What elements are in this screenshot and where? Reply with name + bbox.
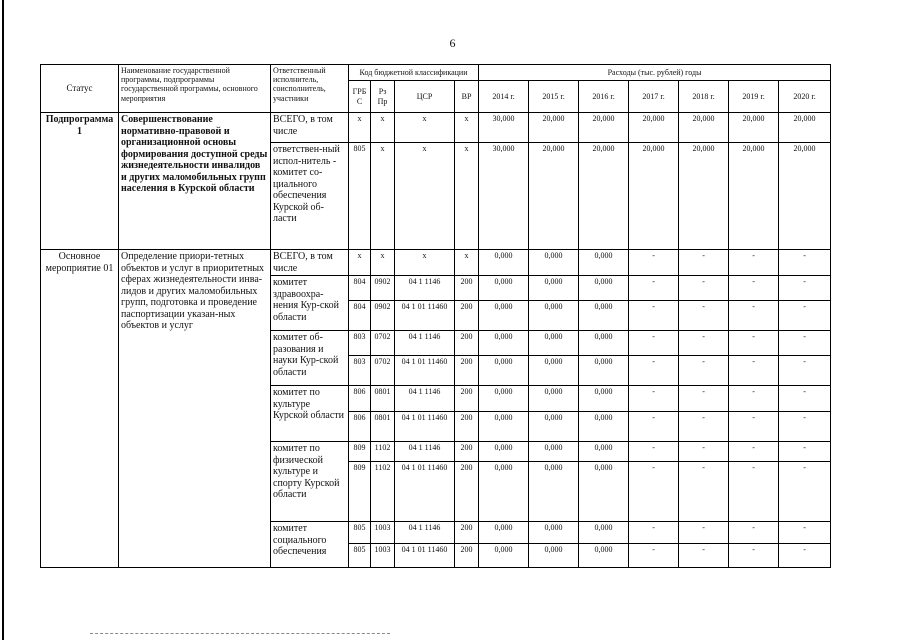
code-grbs-cell: 804	[349, 276, 371, 301]
code-vr-cell: 200	[455, 462, 479, 522]
code-grbs-cell: 809	[349, 462, 371, 522]
expense-value-cell: -	[729, 250, 779, 276]
expense-value-cell: 0,000	[579, 250, 629, 276]
expense-value-cell: 0,000	[479, 331, 529, 356]
expense-value-cell: 0,000	[479, 250, 529, 276]
expense-value-cell: 20,000	[729, 113, 779, 143]
expense-value-cell: -	[679, 462, 729, 522]
code-csr-cell: 04 1 1146	[395, 442, 455, 462]
expense-value-cell: 0,000	[479, 386, 529, 412]
code-vr-cell: 200	[455, 522, 479, 544]
header-year: 2016 г.	[579, 81, 629, 113]
header-year: 2017 г.	[629, 81, 679, 113]
expense-value-cell: -	[779, 522, 831, 544]
code-csr-cell: 04 1 1146	[395, 276, 455, 301]
expense-value-cell: -	[729, 331, 779, 356]
expense-value-cell: 0,000	[479, 462, 529, 522]
expense-value-cell: 20,000	[679, 113, 729, 143]
table-row	[41, 250, 831, 276]
expense-value-cell: -	[629, 301, 679, 331]
code-vr-cell: х	[455, 250, 479, 276]
header-grbs: ГРБ С	[349, 81, 371, 113]
code-csr-cell: 04 1 01 11460	[395, 544, 455, 568]
code-csr-cell: х	[395, 113, 455, 143]
expense-value-cell: -	[729, 301, 779, 331]
expense-value-cell: -	[729, 276, 779, 301]
code-grbs-cell: 806	[349, 412, 371, 442]
expense-value-cell: 0,000	[529, 250, 579, 276]
code-csr-cell: х	[395, 143, 455, 250]
expense-value-cell: 0,000	[529, 522, 579, 544]
budget-table	[40, 64, 831, 568]
code-rzpr-cell: 1003	[371, 544, 395, 568]
activity-name-cell: Определение приори-тетных объектов и услуг в приоритетных сферах жизнедеятельности инва-лидов и других маломобильных групп, подготовка и проведение паспортизации указан-ных объектов и услуг	[119, 250, 271, 568]
expense-value-cell: -	[629, 276, 679, 301]
expense-value-cell: 20,000	[679, 143, 729, 250]
expense-value-cell: 0,000	[479, 356, 529, 386]
expense-value-cell: 0,000	[579, 301, 629, 331]
expense-value-cell: -	[679, 356, 729, 386]
code-grbs-cell: 805	[349, 544, 371, 568]
code-vr-cell: 200	[455, 544, 479, 568]
code-grbs-cell: 806	[349, 386, 371, 412]
expense-value-cell: -	[679, 386, 729, 412]
expense-value-cell: 30,000	[479, 143, 529, 250]
expense-value-cell: 0,000	[529, 462, 579, 522]
header-year: 2014 г.	[479, 81, 529, 113]
responsible-cell: ВСЕГО, в том числе	[271, 113, 349, 143]
expense-value-cell: -	[729, 356, 779, 386]
expense-value-cell: -	[779, 544, 831, 568]
code-vr-cell: 200	[455, 301, 479, 331]
code-rzpr-cell: х	[371, 113, 395, 143]
expense-value-cell: 0,000	[579, 442, 629, 462]
expense-value-cell: 20,000	[529, 113, 579, 143]
expense-value-cell: -	[679, 276, 729, 301]
expense-value-cell: -	[729, 544, 779, 568]
expense-value-cell: -	[679, 522, 729, 544]
expense-value-cell: 20,000	[779, 143, 831, 250]
header-csr: ЦСР	[395, 81, 455, 113]
responsible-cell: комитет здравоохра-нения Кур-ской области	[271, 276, 349, 331]
code-grbs-cell: 805	[349, 143, 371, 250]
expense-value-cell: 20,000	[579, 113, 629, 143]
expense-value-cell: 0,000	[529, 442, 579, 462]
expense-value-cell: 0,000	[479, 276, 529, 301]
expense-value-cell: -	[729, 462, 779, 522]
expense-value-cell: 0,000	[529, 386, 579, 412]
expense-value-cell: 0,000	[529, 544, 579, 568]
expense-value-cell: -	[779, 386, 831, 412]
code-csr-cell: 04 1 01 11460	[395, 356, 455, 386]
expense-value-cell: -	[679, 301, 729, 331]
subprogram-status-cell: Подпрограмма 1	[41, 113, 119, 250]
code-rzpr-cell: х	[371, 250, 395, 276]
code-rzpr-cell: 0801	[371, 386, 395, 412]
table-row	[41, 113, 831, 143]
header-year: 2019 г.	[729, 81, 779, 113]
expense-value-cell: -	[629, 356, 679, 386]
expense-value-cell: 0,000	[479, 544, 529, 568]
header-year: 2020 г.	[779, 81, 831, 113]
activity-status-cell: Основное мероприятие 01	[41, 250, 119, 568]
code-rzpr-cell: 1102	[371, 442, 395, 462]
responsible-cell: ВСЕГО, в том числе	[271, 250, 349, 276]
header-status: Статус	[41, 65, 119, 113]
expense-value-cell: -	[779, 412, 831, 442]
code-csr-cell: 04 1 1146	[395, 386, 455, 412]
code-rzpr-cell: 1102	[371, 462, 395, 522]
expense-value-cell: -	[729, 412, 779, 442]
code-vr-cell: х	[455, 143, 479, 250]
expense-value-cell: 0,000	[529, 356, 579, 386]
expense-value-cell: 30,000	[479, 113, 529, 143]
expense-value-cell: -	[679, 331, 729, 356]
code-grbs-cell: 803	[349, 331, 371, 356]
header-expenses: Расходы (тыс. рублей) годы	[479, 65, 831, 81]
expense-value-cell: -	[729, 386, 779, 412]
expense-value-cell: -	[629, 462, 679, 522]
expense-value-cell: 0,000	[579, 331, 629, 356]
expense-value-cell: -	[629, 331, 679, 356]
expense-value-cell: 20,000	[629, 113, 679, 143]
header-responsible: Ответственный исполнитель, соисполнитель, участники	[271, 65, 349, 113]
responsible-cell: комитет социального обеспечения	[271, 522, 349, 568]
code-grbs-cell: 805	[349, 522, 371, 544]
expense-value-cell: -	[629, 544, 679, 568]
header-year: 2015 г.	[529, 81, 579, 113]
expense-value-cell: -	[629, 522, 679, 544]
expense-value-cell: -	[629, 442, 679, 462]
responsible-cell: комитет об-разования и науки Кур-ской области	[271, 331, 349, 386]
code-grbs-cell: 804	[349, 301, 371, 331]
expense-value-cell: 20,000	[529, 143, 579, 250]
expense-value-cell: 0,000	[529, 412, 579, 442]
expense-value-cell: -	[729, 442, 779, 462]
expense-value-cell: 0,000	[579, 522, 629, 544]
code-vr-cell: 200	[455, 276, 479, 301]
expense-value-cell: -	[779, 301, 831, 331]
expense-value-cell: 20,000	[779, 113, 831, 143]
expense-value-cell: -	[779, 250, 831, 276]
expense-value-cell: 20,000	[579, 143, 629, 250]
header-rzpr: Рз Пр	[371, 81, 395, 113]
code-rzpr-cell: 0702	[371, 331, 395, 356]
code-vr-cell: х	[455, 113, 479, 143]
code-csr-cell: 04 1 1146	[395, 331, 455, 356]
expense-value-cell: -	[679, 250, 729, 276]
code-vr-cell: 200	[455, 412, 479, 442]
expense-value-cell: 20,000	[629, 143, 679, 250]
header-year: 2018 г.	[679, 81, 729, 113]
expense-value-cell: 20,000	[729, 143, 779, 250]
expense-value-cell: 0,000	[579, 544, 629, 568]
expense-value-cell: -	[629, 412, 679, 442]
expense-value-cell: -	[779, 276, 831, 301]
responsible-cell: комитет по культуре Курской области	[271, 386, 349, 442]
expense-value-cell: 0,000	[579, 276, 629, 301]
code-csr-cell: х	[395, 250, 455, 276]
code-csr-cell: 04 1 01 11460	[395, 412, 455, 442]
code-rzpr-cell: 0902	[371, 301, 395, 331]
responsible-cell: комитет по физической культуре и спорту Курской области	[271, 442, 349, 522]
header-vr: ВР	[455, 81, 479, 113]
expense-value-cell: 0,000	[579, 462, 629, 522]
expense-value-cell: -	[779, 356, 831, 386]
expense-value-cell: 0,000	[579, 386, 629, 412]
code-vr-cell: 200	[455, 386, 479, 412]
expense-value-cell: 0,000	[479, 442, 529, 462]
expense-value-cell: -	[629, 250, 679, 276]
code-rzpr-cell: 0801	[371, 412, 395, 442]
page-edge-line	[2, 0, 4, 640]
expense-value-cell: -	[779, 462, 831, 522]
expense-value-cell: -	[679, 544, 729, 568]
expense-value-cell: -	[729, 522, 779, 544]
expense-value-cell: 0,000	[479, 522, 529, 544]
code-grbs-cell: 809	[349, 442, 371, 462]
code-vr-cell: 200	[455, 356, 479, 386]
expense-value-cell: 0,000	[579, 356, 629, 386]
header-budget-code: Код бюджетной классификации	[349, 65, 479, 81]
code-grbs-cell: х	[349, 250, 371, 276]
expense-value-cell: -	[679, 442, 729, 462]
code-rzpr-cell: 0902	[371, 276, 395, 301]
page-number: 6	[449, 36, 456, 50]
code-grbs-cell: х	[349, 113, 371, 143]
expense-value-cell: 0,000	[529, 301, 579, 331]
expense-value-cell: 0,000	[579, 412, 629, 442]
responsible-cell: ответствен-ный испол-нитель - комитет со-циального обеспечения Курской об-ласти	[271, 143, 349, 250]
code-rzpr-cell: х	[371, 143, 395, 250]
code-csr-cell: 04 1 01 11460	[395, 462, 455, 522]
code-csr-cell: 04 1 1146	[395, 522, 455, 544]
header-name: Наименование государственной программы, подпрограммы государственной программы, основного мероприятия	[119, 65, 271, 113]
code-grbs-cell: 803	[349, 356, 371, 386]
expense-value-cell: 0,000	[529, 331, 579, 356]
expense-value-cell: -	[779, 442, 831, 462]
code-vr-cell: 200	[455, 331, 479, 356]
expense-value-cell: 0,000	[529, 276, 579, 301]
expense-value-cell: 0,000	[479, 412, 529, 442]
expense-value-cell: -	[679, 412, 729, 442]
subprogram-name-cell: Совершенствование нормативно-правовой и организационной основы формирования доступной среды жизнедеятельности инвалидов и других маломобильных групп населения в Курской области	[119, 113, 271, 250]
code-csr-cell: 04 1 01 11460	[395, 301, 455, 331]
code-rzpr-cell: 0702	[371, 356, 395, 386]
code-rzpr-cell: 1003	[371, 522, 395, 544]
scan-artifact-line	[90, 633, 390, 634]
expense-value-cell: -	[629, 386, 679, 412]
expense-value-cell: -	[779, 331, 831, 356]
code-vr-cell: 200	[455, 442, 479, 462]
expense-value-cell: 0,000	[479, 301, 529, 331]
